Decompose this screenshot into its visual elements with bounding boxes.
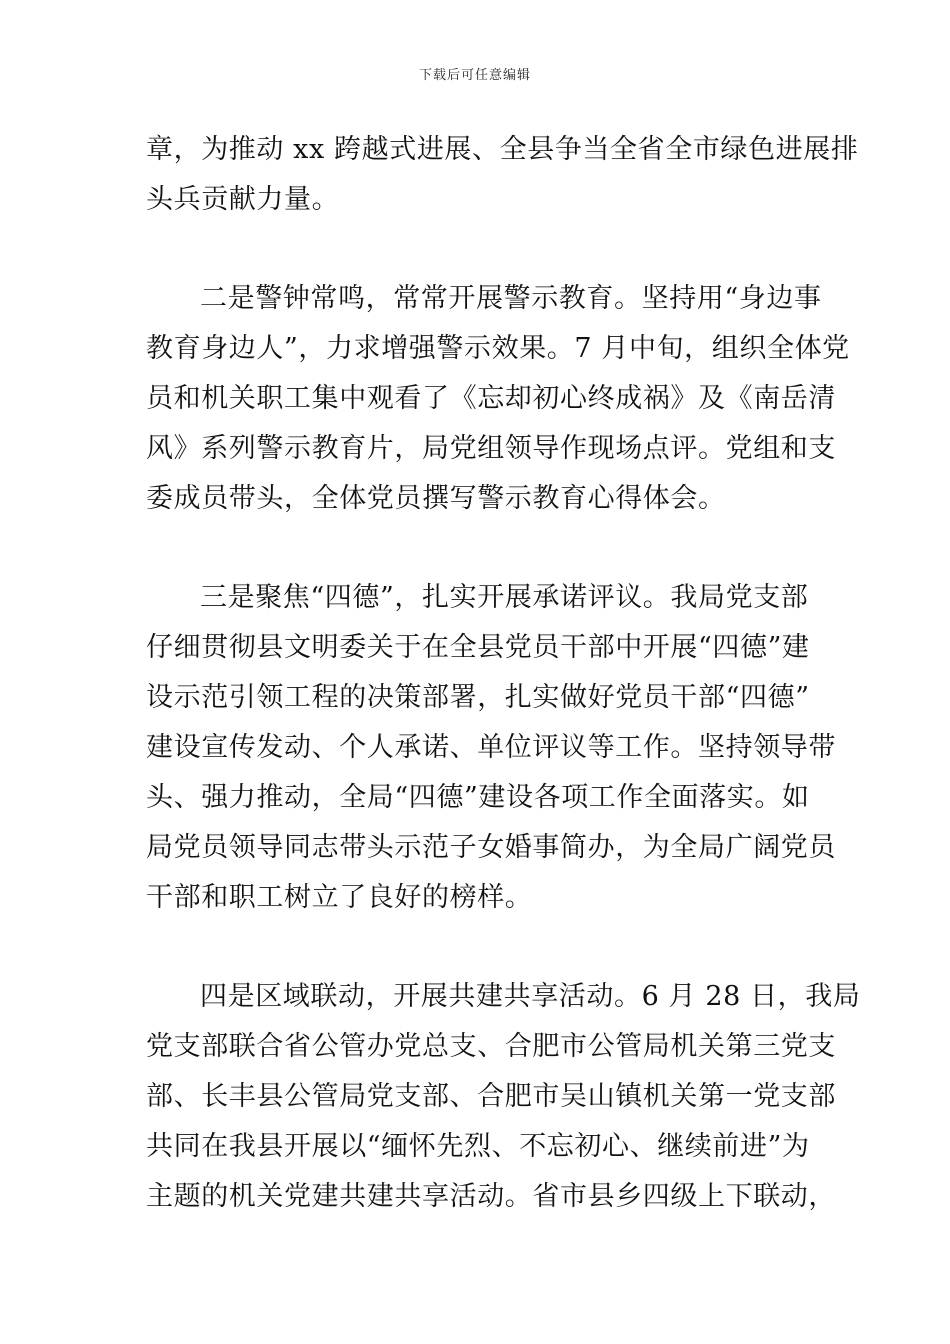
- text-line: 建设宣传发动、个人承诺、单位评议等工作。坚持领导带: [146, 732, 836, 763]
- page-header: 下载后可任意编辑: [418, 68, 531, 83]
- text-line: 设示范引领工程的决策部署，扎实做好党员干部“四德”: [146, 682, 810, 713]
- text-line: 委成员带头，全体党员撰写警示教育心得体会。: [146, 483, 726, 514]
- paragraph-first-line: 二是警钟常鸣，常常开展警示教育。坚持用“身边事: [200, 283, 822, 314]
- text-line: 员和机关职工集中观看了《忘却初心终成祸》及《南岳清: [146, 383, 836, 414]
- text-line: 部、长丰县公管局党支部、合肥市吴山镇机关第一党支部: [146, 1081, 836, 1112]
- text-line: 教育身边人”，力求增强警示效果。7 月中旬，组织全体党: [146, 333, 850, 364]
- text-line: 章，为推动 xx 跨越式进展、全县争当全省全市绿色进展排: [146, 134, 859, 165]
- text-line: 干部和职工树立了良好的榜样。: [146, 882, 533, 913]
- text-line: 头、强力推动，全局“四德”建设各项工作全面落实。如: [146, 782, 810, 813]
- text-line: 共同在我县开展以“缅怀先烈、不忘初心、继续前进”为: [146, 1131, 810, 1162]
- paragraph-first-line: 三是聚焦“四德”，扎实开展承诺评议。我局党支部: [200, 582, 809, 613]
- text-line: 主题的机关党建共建共享活动。省市县乡四级上下联动，: [146, 1181, 836, 1212]
- text-line: 仔细贯彻县文明委关于在全县党员干部中开展“四德”建: [146, 632, 810, 663]
- paragraph-first-line: 四是区域联动，开展共建共享活动。6 月 28 日，我局: [200, 981, 861, 1012]
- text-line: 党支部联合省公管办党总支、合肥市公管局机关第三党支: [146, 1031, 836, 1062]
- text-line: 风》系列警示教育片，局党组领导作现场点评。党组和支: [146, 433, 836, 464]
- text-line: 局党员领导同志带头示范子女婚事简办，为全局广阔党员: [146, 832, 836, 863]
- text-line: 头兵贡献力量。: [146, 184, 340, 215]
